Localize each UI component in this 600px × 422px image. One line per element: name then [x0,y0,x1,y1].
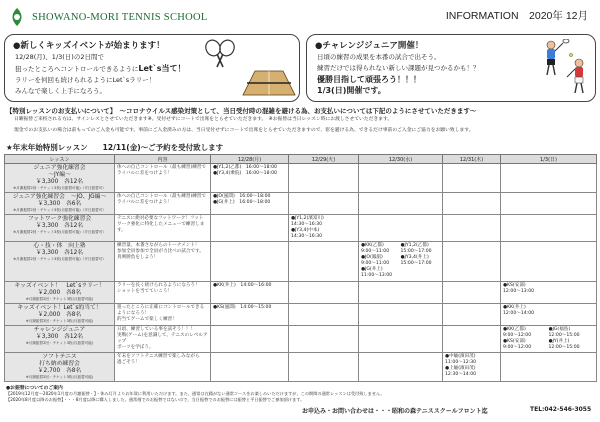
schedule-cell-0103 [501,353,597,382]
schedule-cell-1229 [289,304,359,326]
time-slot: 12:00～13:00 [503,289,535,294]
lesson-note: ※月謝振替2回・チケット3枚(月振替可能)（平日振替可） [13,257,106,261]
payment-notice-line-1: 日曜振替ご来校される方は、サインレスとさせていただきます※。受付せずにコートで出席をとらせていただきます。 ※お振替は当日レッスン時にお渡しさせていただきます。 [14,117,393,122]
table-row [5,215,597,242]
time-slot: ●JY3,4(井上) [400,255,429,260]
schedule-cell-0103 [501,282,597,304]
time-slot: 15:00～17:00 [400,249,432,254]
lesson-name: 打ち納め練習会 [39,361,80,367]
schedule-cell-1231 [443,215,501,242]
lesson-note: ※月謝振替2回・チケット3枚(月振替可能)（平日振替可） [13,230,106,234]
time-slot: 12:00～15:00 [548,333,580,338]
schedule-cell-1231 [443,282,501,304]
kids-line-4: みんなで楽しく上手になろう。 [15,87,106,95]
table-row [5,304,597,326]
time-slot: 11:00～12:30 [445,360,477,365]
schedule-cell-0103 [501,215,597,242]
lesson-cell [5,215,115,242]
lesson-price: ￥3,300 各12名 [35,179,84,185]
kids-panel-title: ●新しくキッズイベントが始まります！ [13,41,165,51]
lesson-detail: テニスに絶対必要なフットワーク！フット ワーク強化に特化したメニューで練習しま す。 [115,215,211,242]
col-content: 内容 [115,155,211,164]
schedule-cell-1229 [289,164,359,193]
lesson-price: ￥2,000 各8名 [37,312,82,318]
schedule-cell-1228 [211,193,289,215]
table-row [5,326,597,353]
schedule-cell-1230 [359,282,443,304]
lesson-cell [5,242,115,282]
time-slot: ●JG(井上) 16:00～18:00 [213,200,271,205]
lesson-note: ※月謝振替2回・チケット3枚(月振替可能) [25,297,94,301]
schedule-cell-1228 [211,282,289,304]
junior-line-1: 日頃の練習の成果を本番の試合で出そう。 [317,53,441,61]
players-icon [535,39,593,97]
lesson-name: キッズイベント！Let`s的当て！ [17,305,102,311]
time-slot: ●上級(濱田茂) [445,366,476,371]
footer [6,384,596,402]
time-slot: 11:00～13:00 [361,273,393,278]
schedule-cell-1231 [443,353,501,382]
time-slot: ●JY1,2(乙都) 16:00～18:00 [213,165,277,170]
schedule-cell-1230 [359,193,443,215]
kids-highlight-1: Let`s当て！ [138,64,186,73]
time-slot: 15:00～17:00 [400,261,432,266]
lesson-price: ￥2,000 各8名 [37,290,82,296]
schedule-cell-1228 [211,242,289,282]
schedule-cell-1229 [289,242,359,282]
time-slot: 12:00～15:00 [548,345,580,350]
time-slot: ●KS(安部) [503,339,526,344]
junior-panel-body [317,52,480,96]
table-row [5,164,597,193]
lesson-name: ジュニア強化練習会 ～JO、JG編～ [12,194,107,200]
lesson-cell [5,353,115,382]
time-slot: ●JY3,4(中本) [291,228,320,233]
lesson-price: ￥3,300 各12名 [35,250,84,256]
time-slot: 12:30～14:00 [445,372,477,377]
lesson-cell [5,326,115,353]
time-slot: 9:00～12:00 [503,345,532,350]
time-slot: 12:00～14:00 [503,311,535,316]
schedule-cell-0103 [501,326,597,353]
lesson-name: 心・技・体 向上塾 [33,243,86,249]
challenge-junior-panel [306,34,596,102]
schedule-cell-1231 [443,164,501,193]
schedule-body [5,164,597,382]
col-0103: 1/3(日) [501,155,597,164]
time-slot: ●JG(井上) [361,267,383,272]
time-slot: ●中級(濱田茂) [445,354,476,359]
col-1231: 12/31(木) [443,155,501,164]
lesson-cell [5,304,115,326]
col-1229: 12/29(火) [289,155,359,164]
schedule-cell-1229 [289,193,359,215]
schedule-cell-1230 [359,304,443,326]
junior-line-2: 練習だけでは得られない新しい課題が見つかるかも！？ [317,64,480,72]
lesson-cell [5,282,115,304]
rackets-icon [201,39,239,69]
schedule-cell-0103 [501,242,597,282]
junior-line-3: 優勝目指して頑張ろう！！！ [317,75,421,84]
schedule-cell-1230 [359,353,443,382]
lesson-price: ￥3,300 各6名 [37,201,82,207]
logo-text: SHOWANO-MORI TENNIS SCHOOL [32,11,208,23]
kids-line-2: 狙ったところへコントロールできるようにLet`s当て！ [15,64,186,73]
lesson-note: ※月謝振替2回・チケット3枚(月振替可能)（平日振替可） [13,186,106,190]
time-slot: ●KK(井上) [503,305,526,310]
footer-line-2: 【2020年8月度以降のお振替】・・・8月度以降に購入しました。通常週でのお振替ではないので、当日振替でのお振替には振替と平日振替でご参加頂けます。 [6,396,305,402]
schedule-cell-0103 [501,193,597,215]
time-slot: 9:00～11:00 [361,249,390,254]
payment-notice-line-2: 現金でのお支払いの場合は前もってのご入金も可能です。事前にご入金済みの方は、当日受付せずにコートで出席をとらせていただきますので、窓を避ける為、できるだけ事前のご入金にご協力をお願い致します。 [14,128,474,133]
school-logo [6,6,208,28]
lesson-detail: ラリーを長く続けられるようになろう！ ショットを当てていこう！ [115,282,211,304]
table-row [5,282,597,304]
kids-panel-body [15,52,185,97]
lesson-price: ￥3,300 各12名 [35,223,84,229]
time-slot: ●JY(井上) [548,339,570,344]
time-slot: ●JO(鳳舘) [361,255,383,260]
schedule-cell-1229 [289,326,359,353]
table-row [5,242,597,282]
lesson-detail: 年末をソフトテニス練習で楽しみながら 過ごそう！ [115,353,211,382]
time-slot: ●JY1,2(乙都) [400,243,429,248]
schedule-cell-1228 [211,326,289,353]
time-slot: 14:30～16:30 [291,234,323,239]
junior-panel-title: ●チャレンジジュニア開催！ [315,41,424,51]
schedule-cell-0103 [501,304,597,326]
time-slot: ●KK(乙都) [361,243,384,248]
lesson-detail: 日頃、練習している事を試そう！！！ 実戦(ゲーム)を意識して、テニスのレベルアップ ポーツを学ぼう。 [115,326,211,353]
time-slot: 9:00～12:00 [503,333,532,338]
time-slot: ●JY3,4(乗院) 16:00～18:00 [213,171,277,176]
junior-line-4: 1/3(日)開催です。 [317,86,386,95]
lesson-note: ※月謝振替2回・チケット3枚(月振替可能) [25,375,94,379]
page-header [6,4,594,30]
lesson-cell [5,193,115,215]
schedule-cell-1229 [289,353,359,382]
phone-number: TEL:042-546-3055 [530,406,592,413]
footer-title: ●お振替についてのご案内 [6,386,63,391]
schedule-cell-1231 [443,326,501,353]
time-slot: ●JG(福島) [548,327,571,332]
schedule-cell-1228 [211,353,289,382]
schedule-table [4,154,597,382]
schedule-header-row [5,155,597,164]
schedule-cell-1229 [289,282,359,304]
time-slot: ●JO(風間) 16:00～18:00 [213,194,271,199]
time-slot: ●KK(乙都) [503,327,526,332]
time-slot: ●KS(安部) [503,283,526,288]
lesson-name: ソフトテニス [42,354,77,360]
schedule-cell-1228 [211,164,289,193]
lesson-note: ※月謝振替2回・チケット3枚(月振替可能) [25,341,94,345]
schedule-cell-1230 [359,326,443,353]
schedule-cell-1230 [359,215,443,242]
kids-line-1: 12/28(月)、1/3(日)の2日間で [15,53,104,61]
col-1230: 12/30(水) [359,155,443,164]
lesson-cell [5,164,115,193]
lesson-detail: 体への自己コントロール（最も練習)練習で ライバルに差をつけよう！ [115,164,211,193]
payment-notice-title: 【特別レッスンのお支払いについて】 ～コロナウイルス感染対策として、当日受付時の混雑を避ける為、お支払いについては下記のようにさせていただきます～ [6,107,477,115]
time-slot: 9:00～11:00 [361,261,390,266]
footer-line-1: 【2019年12月度～2020年1月度の月謝振替・】・休み灯月よりお年賀に利用いただけます。また、通常は在籍がない通常コースをお楽しみいただけますが、この期間の通常レッスンは受付致しません。 [6,391,385,396]
lesson-detail: 狙ったところに正確にコントロールできるようになろう！ 的当てゲームで楽しく練習！ [115,304,211,326]
schedule-cell-1231 [443,304,501,326]
time-slot: ●JY1,2(濱富川) [291,216,324,221]
lesson-detail: 体への自己コントロール（最も練習)練習で ライバルに差をつけよう！ [115,193,211,215]
time-slot: ●KS(風間) 14:00～15:00 [213,305,272,310]
schedule-cell-1230 [359,164,443,193]
time-slot: ●KK(井上) 14:00～16:00 [213,283,272,288]
schedule-cell-0103 [501,164,597,193]
contact-text: お申込み・お問い合わせは・・・昭和の森テニススクールフロント迄 [302,408,488,415]
lesson-name: キッズイベント！ Let`sラリー！ [14,283,105,289]
tennis-court-icon [241,69,297,97]
lesson-name: ジュニア強化練習会 [33,165,86,171]
schedule-cell-1228 [211,304,289,326]
col-lesson: レッスン [5,155,115,164]
schedule-cell-1231 [443,193,501,215]
kids-line-3: ラリーを何回も続けられるようにLet`sラリー！ [15,76,156,84]
lesson-price: ￥3,300 各12名 [35,334,84,340]
lesson-detail: 練習量、本番さながらのトーナメント！ 参加全員参加で全員が力比べの試合です。 真剣勝負をしよう！ [115,242,211,282]
info-title: INFORMATION 2020年 12月 [445,10,588,22]
schedule-cell-1228 [211,215,289,242]
schedule-cell-1230 [359,242,443,282]
lesson-name: ～JY編～ [48,172,71,178]
lesson-name: フットワーク強化練習会 [27,216,92,222]
lesson-note: ※月謝振替2回・チケット3枚(月振替可能) [25,319,94,323]
col-1228: 12/28(月) [211,155,289,164]
kids-event-panel [4,34,300,102]
schedule-cell-1231 [443,242,501,282]
schedule-title: ★年末年始特別レッスン 12/11(金)～ご予約を受付致します [6,143,224,152]
time-slot: 14:30～16:30 [291,222,323,227]
logo-mark-icon [6,6,28,28]
schedule-cell-1229 [289,215,359,242]
table-row [5,193,597,215]
table-row [5,353,597,382]
lesson-name: チャレンジジュニア [33,327,86,333]
lesson-price: ￥2,700 各8名 [37,368,82,374]
lesson-note: ※月謝振替2回・チケット3枚(月振替可能)（平日振替可） [13,208,106,212]
